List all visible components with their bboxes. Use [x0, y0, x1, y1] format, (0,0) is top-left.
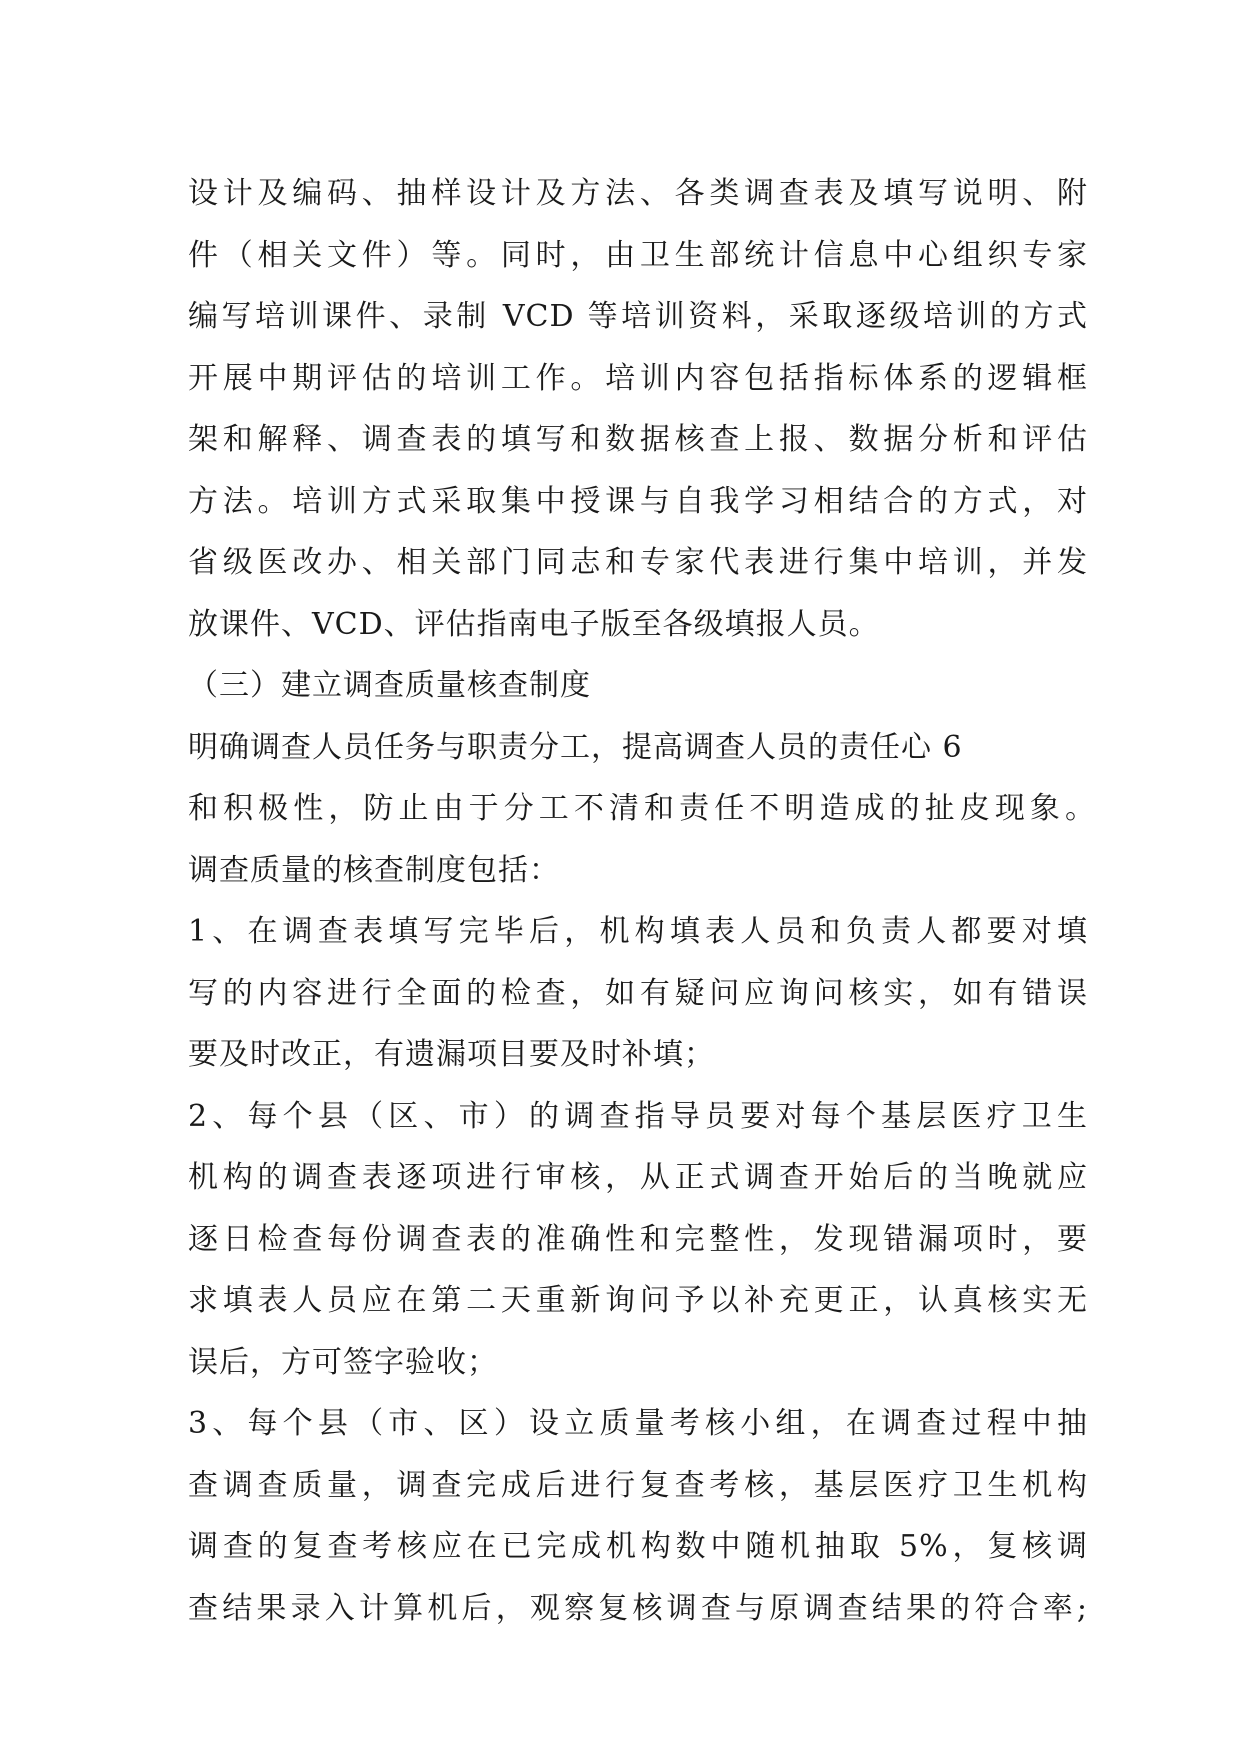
text-line: 查结果录入计算机后，观察复核调查与原调查结果的符合率;	[188, 1590, 1088, 1626]
text-line: 件（相关文件）等。同时，由卫生部统计信息中心组织专家	[188, 237, 1088, 273]
text-line: 放课件、VCD、评估指南电子版至各级填报人员。	[188, 606, 880, 642]
text-line: 写的内容进行全面的检查，如有疑问应询问核实，如有错误	[188, 975, 1088, 1011]
list-item: 3、每个县（市、区）设立质量考核小组，在调查过程中抽	[188, 1406, 1088, 1441]
text-line: 查调查质量，调查完成后进行复查考核，基层医疗卫生机构	[188, 1467, 1088, 1503]
list-item: 1、在调查表填写完毕后，机构填表人员和负责人都要对填	[188, 914, 1088, 949]
text-line: 明确调查人员任务与职责分工，提高调查人员的责任心 6	[188, 729, 963, 765]
section-heading: （三）建立调查质量核查制度	[188, 668, 591, 703]
text-line: 机构的调查表逐项进行审核，从正式调查开始后的当晚就应	[188, 1160, 1088, 1195]
text-line: 调查质量的核查制度包括：	[188, 852, 560, 888]
text-line: 编写培训课件、录制 VCD 等培训资料，采取逐级培训的方式	[188, 299, 1088, 334]
text-line: 误后，方可签字验收；	[188, 1344, 498, 1380]
text-line: 要及时改正，有遗漏项目要及时补填；	[188, 1037, 715, 1072]
text-line: 架和解释、调查表的填写和数据核查上报、数据分析和评估	[188, 422, 1088, 457]
text-line: 逐日检查每份调查表的准确性和完整性，发现错漏项时，要	[188, 1221, 1088, 1257]
text-line: 省级医改办、相关部门同志和专家代表进行集中培训，并发	[188, 545, 1088, 580]
text-line: 开展中期评估的培训工作。培训内容包括指标体系的逻辑框	[188, 360, 1088, 396]
text-line: 设计及编码、抽样设计及方法、各类调查表及填写说明、附	[188, 176, 1088, 211]
text-line: 求填表人员应在第二天重新询问予以补充更正，认真核实无	[188, 1283, 1088, 1318]
text-line: 方法。培训方式采取集中授课与自我学习相结合的方式，对	[188, 483, 1088, 519]
list-item: 2、每个县（区、市）的调查指导员要对每个基层医疗卫生	[188, 1098, 1088, 1134]
text-line: 和积极性，防止由于分工不清和责任不明造成的扯皮现象。	[188, 791, 1096, 826]
body-text	[188, 163, 1096, 1639]
text-line: 调查的复查考核应在已完成机构数中随机抽取 5%，复核调	[188, 1529, 1088, 1564]
